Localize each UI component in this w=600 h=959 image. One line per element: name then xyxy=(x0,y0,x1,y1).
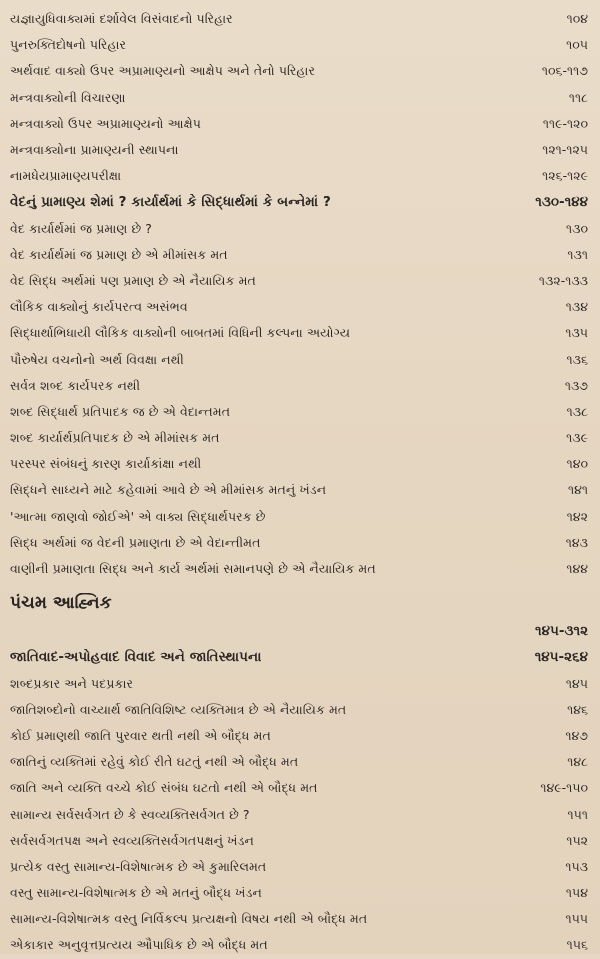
toc-entry xyxy=(10,504,592,530)
entry-title: વાણીની પ્રમાણતા સિદ્ધ અને કાર્ય અર્થમાં સમાનપણે છે એ નૈયાયિક મત xyxy=(10,561,376,577)
toc-entry xyxy=(10,373,592,399)
entry-pages: ૧૩૯ xyxy=(566,430,588,446)
entry-title: પુનરુક્તિદોષનો પરિહાર xyxy=(10,37,127,53)
toc-entry xyxy=(10,399,592,425)
toc-entry xyxy=(10,530,592,556)
entry-title: જાતિનું વ્યક્તિમાં રહેવું કોઈ રીતે ઘટતું નથી એ બૌદ્ધ મત xyxy=(10,754,299,770)
toc-entry xyxy=(10,137,592,163)
toc-entry xyxy=(10,163,592,189)
entry-pages: ૧૩૧ xyxy=(567,246,588,262)
toc-entry xyxy=(10,880,592,906)
entry-pages: ૧૪૫ xyxy=(565,675,588,691)
entry-pages: ૧૧૯-૧૨૦ xyxy=(542,115,588,131)
entry-pages: ૧૦૪ xyxy=(566,11,588,27)
toc-entry xyxy=(10,6,592,32)
table-of-contents xyxy=(10,6,592,959)
toc-entry xyxy=(10,58,592,84)
toc-entry xyxy=(10,477,592,503)
entry-pages: ૧૩૪ xyxy=(565,299,588,315)
toc-entry xyxy=(10,644,592,670)
toc-entry xyxy=(10,425,592,451)
entry-title: સિદ્ધાર્થાભિધાયી લૌકિક વાક્યોની બાબતમાં વિધિની કલ્પના અયોગ્ય xyxy=(10,325,351,341)
entry-title: જાતિશબ્દોનો વાચ્યાર્થ જાતિવિશિષ્ટ વ્યક્તિમાત્ર છે એ નૈયાયિક મત xyxy=(10,701,347,717)
entry-pages: ૧૪૫-૨૬૪ xyxy=(534,649,588,666)
entry-pages: ૧૦૫ xyxy=(566,37,588,53)
entry-title: સામાન્ય સર્વસર્વગત છે કે સ્વવ્યક્તિસર્વગત છે ? xyxy=(10,806,250,822)
entry-title: પરસ્પર સંબંધનું કારણ કાર્યાકાંક્ષા નથી xyxy=(10,456,202,472)
entry-pages: ૧૨૧-૧૨૫ xyxy=(542,142,588,158)
toc-entry xyxy=(10,556,592,582)
toc-entry xyxy=(10,828,592,854)
entry-pages: ૧૪૯-૧૫૦ xyxy=(540,780,588,796)
entry-pages: ૧૫૬ xyxy=(566,937,588,953)
entry-pages: ૧૩૦-૧૪૪ xyxy=(535,194,588,211)
entry-title: જાતિવાદ-અપોહવાદ વિવાદ અને જાતિસ્થાપના xyxy=(10,649,262,666)
entry-title: વસ્તુ સામાન્ય-વિશેષાત્મક છે એ મતનું બૌદ્ધ ખંડન xyxy=(10,885,262,901)
entry-pages: ૧૪૩ xyxy=(565,534,588,550)
entry-title: શબ્દ સિદ્ધાર્થ પ્રતિપાદક જ છે એ વેદાન્તમત xyxy=(10,403,231,419)
entry-pages: ૧૩૬ xyxy=(566,351,588,367)
entry-title: પૌરુષેય વચનોનો અર્થ વિવક્ષા નથી xyxy=(10,351,184,367)
toc-entry xyxy=(10,320,592,346)
entry-title: શબ્દ કાર્યાર્થપ્રતિપાદક છે એ મીમાંસક મત xyxy=(10,430,220,446)
entry-pages: ૧૧૮ xyxy=(568,89,588,105)
entry-title: મન્ત્રવાક્યોની વિચારણા xyxy=(10,89,126,105)
entry-pages: ૧૪૮ xyxy=(567,754,588,770)
entry-title: સર્વસર્વગતપક્ષ અને સ્વવ્યક્તિસર્વગતપક્ષનું ખંડન xyxy=(10,832,254,848)
entry-title: શબ્દપ્રકાર અને પદપ્રકાર xyxy=(10,675,134,691)
entry-title: પ્રત્યેક વસ્તુ સામાન્ય-વિશેષાત્મક છે એ કુમારિલમત xyxy=(10,858,267,874)
toc-entry xyxy=(10,32,592,58)
entry-pages: ૧૫૧ xyxy=(567,806,588,822)
entry-title: વેદ કાર્યાર્થમાં જ પ્રમાણ છે ? xyxy=(10,220,153,236)
section-page-range xyxy=(10,618,592,644)
entry-pages: ૧૩૫ xyxy=(565,325,588,341)
entry-title: મન્ત્રવાક્યો ઉપર અપ્રામાણ્યનો આક્ષેપ xyxy=(10,115,201,131)
toc-entry xyxy=(10,775,592,801)
entry-title: કોઈ પ્રમાણથી જાતિ પુરવાર થતી નથી એ બૌદ્ધ મત xyxy=(10,727,271,743)
entry-pages: ૧૩૦ xyxy=(566,220,588,236)
section-title: પંચમ આહ્નિક xyxy=(10,593,112,614)
entry-pages: ૧૫૪ xyxy=(565,885,588,901)
entry-pages: ૧૪૨ xyxy=(566,508,588,524)
toc-entry xyxy=(10,451,592,477)
entry-pages: ૧૪૬ xyxy=(567,701,588,717)
toc-entry xyxy=(10,294,592,320)
toc-entry xyxy=(10,671,592,697)
toc-entry xyxy=(10,723,592,749)
toc-entry xyxy=(10,801,592,827)
toc-entry xyxy=(10,346,592,372)
toc-entry xyxy=(10,111,592,137)
entry-title: સામાન્ય-વિશેષાત્મક વસ્તુ નિર્વિકલ્પ પ્રત્યક્ષનો વિષય નથી એ બૌદ્ધ મત xyxy=(10,911,368,927)
entry-pages: ૧૪૪ xyxy=(566,561,588,577)
toc-entry xyxy=(10,906,592,932)
entry-pages: ૧૦૬-૧૧૭ xyxy=(541,63,588,79)
entry-title: સર્વત્ર શબ્દ કાર્યપરક નથી xyxy=(10,377,141,393)
entry-pages: ૧૫૫ xyxy=(565,911,588,927)
entry-pages: ૧૪૭ xyxy=(565,727,588,743)
entry-pages: ૧૪૧ xyxy=(567,482,588,498)
toc-entry xyxy=(10,268,592,294)
entry-title: મન્ત્રવાક્યોના પ્રામાણ્યની સ્થાપના xyxy=(10,142,179,158)
entry-pages: ૧૨૬-૧૨૯ xyxy=(542,168,588,184)
toc-entry xyxy=(10,85,592,111)
entry-title: જાતિ અને વ્યક્તિ વચ્ચે કોઈ સંબંધ ઘટતો નથી એ બૌદ્ધ મત xyxy=(10,780,318,796)
section-pages: ૧૪૫-૩૧૨ xyxy=(535,623,588,640)
entry-pages: ૧૩૮ xyxy=(566,403,588,419)
section-heading xyxy=(10,588,592,618)
entry-pages: ૧૪૦ xyxy=(566,456,588,472)
toc-entry xyxy=(10,189,592,215)
entry-pages: ૧૫૩ xyxy=(565,858,588,874)
entry-title: સિદ્ધને સાધ્યને માટે કહેવામાં આવે છે એ મીમાંસક મતનું ખંડન xyxy=(10,482,327,498)
entry-title: વેદ સિદ્ધ અર્થમાં પણ પ્રમાણ છે એ નૈયાયિક મત xyxy=(10,272,256,288)
entry-title: નામધેયપ્રામાણ્યપરીક્ષા xyxy=(10,168,122,184)
entry-pages: ૧૩૭ xyxy=(564,377,588,393)
entry-title: વેદ કાર્યાર્થમાં જ પ્રમાણ છે એ મીમાંસક મત xyxy=(10,246,228,262)
entry-pages: ૧૩૨-૧૩૩ xyxy=(538,272,588,288)
entry-pages: ૧૫૨ xyxy=(566,832,588,848)
toc-entry xyxy=(10,749,592,775)
entry-title: વેદનું પ્રામાણ્ય શેમાં ? કાર્યાર્થમાં કે સિદ્ધાર્થમાં કે બન્નેમાં ? xyxy=(10,194,331,211)
toc-entry xyxy=(10,854,592,880)
toc-entry xyxy=(10,242,592,268)
entry-title: અર્થવાદ વાક્યો ઉપર અપ્રામાણ્યનો આક્ષેપ અને તેનો પરિહાર xyxy=(10,63,316,79)
entry-title: સિદ્ધ અર્થમાં જ વેદની પ્રમાણતા છે એ વેદાન્તીમત xyxy=(10,534,261,550)
entry-title: લૌકિક વાક્યોનું કાર્યપરત્વ અસંભવ xyxy=(10,299,188,315)
entry-title: યજ્ઞાયુધિવાક્યમાં દર્શાવેલ વિસંવાદનો પરિહાર xyxy=(10,11,233,27)
entry-title: 'આત્મા જાણવો જોઈએ' એ વાક્ય સિદ્ધાર્થપરક છે xyxy=(10,508,266,524)
toc-entry xyxy=(10,932,592,958)
toc-entry xyxy=(10,697,592,723)
toc-entry xyxy=(10,216,592,242)
entry-title: એકાકાર અનુવૃત્તપ્રત્યય ઔપાધિક છે એ બૌદ્ધ મત xyxy=(10,937,268,953)
